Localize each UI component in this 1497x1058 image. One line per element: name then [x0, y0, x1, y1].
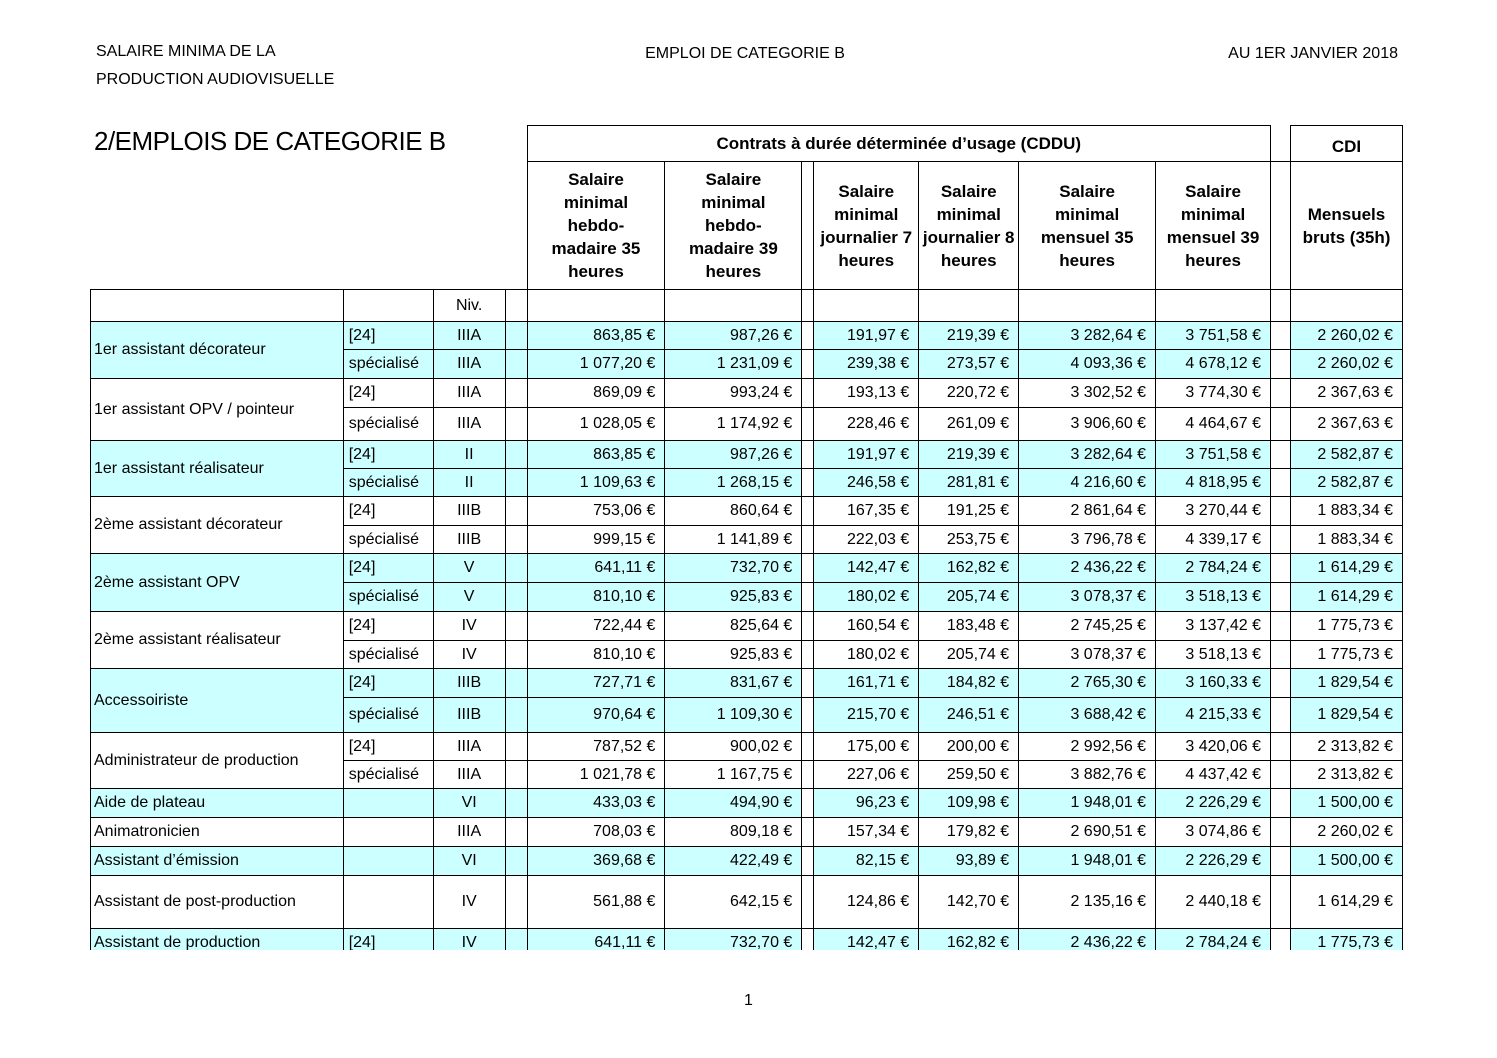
value-cdi: 2 260,02 €: [1290, 322, 1402, 350]
document-header-right: AU 1ER JANVIER 2018: [1228, 45, 1398, 62]
value-hebdo35: 1 109,63 €: [527, 469, 665, 497]
job-title: Assistant de production: [91, 929, 344, 951]
value-hebdo39: 732,70 €: [665, 554, 802, 583]
value-jour8: 191,25 €: [919, 497, 1019, 526]
value-mens39: 3 518,13 €: [1156, 641, 1271, 669]
niveau: V: [433, 583, 505, 612]
gap-cell: [802, 554, 814, 583]
salary-table-container: [90, 125, 1403, 950]
table-row: [91, 876, 1403, 929]
qualification: [24]: [343, 322, 433, 350]
value-hebdo35: 1 021,78 €: [527, 761, 665, 789]
value-jour7: 222,03 €: [814, 526, 919, 554]
qualification: spécialisé: [343, 641, 433, 669]
table-row: [91, 847, 1403, 876]
spacer-cell: [505, 554, 527, 583]
value-hebdo35: 722,44 €: [527, 612, 665, 641]
value-jour7: 215,70 €: [814, 698, 919, 733]
value-mens35: 3 302,52 €: [1019, 379, 1156, 408]
gap-cell: [802, 322, 814, 350]
gap-cell: [802, 847, 814, 876]
value-cdi: 1 883,34 €: [1290, 526, 1402, 554]
job-title: 1er assistant OPV / pointeur: [91, 379, 344, 441]
gap-cell: [1271, 698, 1291, 733]
niveau: VI: [433, 847, 505, 876]
value-mens39: 4 464,67 €: [1156, 408, 1271, 441]
value-jour8: 200,00 €: [919, 733, 1019, 761]
col-header-jour7: Salaire minimal journalier 7 heures: [814, 162, 919, 290]
value-hebdo35: 641,11 €: [527, 929, 665, 951]
value-jour7: 191,97 €: [814, 322, 919, 350]
gap-cell: [1271, 554, 1291, 583]
niveau: IIIA: [433, 818, 505, 847]
value-jour8: 109,98 €: [919, 789, 1019, 818]
value-mens39: 2 784,24 €: [1156, 554, 1271, 583]
value-mens35: 3 688,42 €: [1019, 698, 1156, 733]
value-hebdo39: 1 167,75 €: [665, 761, 802, 789]
spacer-cell: [505, 441, 527, 469]
value-mens39: 4 818,95 €: [1156, 469, 1271, 497]
gap-cell: [1271, 733, 1291, 761]
value-hebdo35: 433,03 €: [527, 789, 665, 818]
table-row: [91, 497, 1403, 526]
spacer-cell: [505, 698, 527, 733]
value-mens39: 3 074,86 €: [1156, 818, 1271, 847]
value-jour7: 239,38 €: [814, 350, 919, 379]
niveau: IIIA: [433, 761, 505, 789]
qualification: spécialisé: [343, 526, 433, 554]
spacer-cell: [505, 641, 527, 669]
table-row: [91, 379, 1403, 408]
niveau: IV: [433, 612, 505, 641]
value-hebdo35: 863,85 €: [527, 322, 665, 350]
value-hebdo39: 993,24 €: [665, 379, 802, 408]
value-hebdo39: 987,26 €: [665, 441, 802, 469]
value-jour7: 142,47 €: [814, 929, 919, 951]
value-jour8: 220,72 €: [919, 379, 1019, 408]
value-cdi: 1 614,29 €: [1290, 554, 1402, 583]
qualification: spécialisé: [343, 408, 433, 441]
spacer-cell: [505, 929, 527, 951]
gap-cell: [802, 612, 814, 641]
niveau: IV: [433, 929, 505, 951]
spacer-cell: [505, 876, 527, 929]
qualification: [24]: [343, 929, 433, 951]
value-jour7: 180,02 €: [814, 583, 919, 612]
value-cdi: 2 260,02 €: [1290, 818, 1402, 847]
col-header-cdi: Mensuels bruts (35h): [1290, 162, 1402, 290]
gap-cell: [802, 408, 814, 441]
value-mens39: 3 774,30 €: [1156, 379, 1271, 408]
value-mens39: 3 137,42 €: [1156, 612, 1271, 641]
value-hebdo35: 999,15 €: [527, 526, 665, 554]
job-title: 2ème assistant OPV: [91, 554, 344, 612]
value-cdi: 2 313,82 €: [1290, 733, 1402, 761]
gap-cell: [802, 789, 814, 818]
value-mens35: 2 992,56 €: [1019, 733, 1156, 761]
gap-cell: [1271, 583, 1291, 612]
gap-cell: [802, 929, 814, 951]
value-mens39: 3 160,33 €: [1156, 669, 1271, 698]
document-header-center: EMPLOI DE CATEGORIE B: [645, 45, 845, 62]
qualification: [24]: [343, 554, 433, 583]
value-hebdo39: 732,70 €: [665, 929, 802, 951]
value-cdi: 1 775,73 €: [1290, 929, 1402, 951]
value-cdi: 1 829,54 €: [1290, 669, 1402, 698]
qualification: [24]: [343, 612, 433, 641]
gap-cell: [1271, 408, 1291, 441]
spacer-cell: [505, 669, 527, 698]
niveau: IIIA: [433, 322, 505, 350]
value-jour8: 261,09 €: [919, 408, 1019, 441]
table-row: [91, 612, 1403, 641]
value-jour8: 205,74 €: [919, 641, 1019, 669]
value-mens35: 3 282,64 €: [1019, 322, 1156, 350]
niveau: V: [433, 554, 505, 583]
value-cdi: 1 775,73 €: [1290, 641, 1402, 669]
qualification: [24]: [343, 497, 433, 526]
value-jour8: 183,48 €: [919, 612, 1019, 641]
col-header-hebdo39: Salaire minimal hebdo-madaire 39 heures: [665, 162, 802, 290]
value-jour8: 246,51 €: [919, 698, 1019, 733]
value-hebdo35: 787,52 €: [527, 733, 665, 761]
value-mens35: 2 765,30 €: [1019, 669, 1156, 698]
gap-cell: [1271, 322, 1291, 350]
value-jour8: 162,82 €: [919, 929, 1019, 951]
value-cdi: 2 582,87 €: [1290, 441, 1402, 469]
table-row: [91, 818, 1403, 847]
spacer-cell: [505, 733, 527, 761]
value-mens39: 3 518,13 €: [1156, 583, 1271, 612]
job-title: Administrateur de production: [91, 733, 344, 789]
gap-cell: [1271, 497, 1291, 526]
value-jour8: 93,89 €: [919, 847, 1019, 876]
gap-cell: [802, 497, 814, 526]
value-hebdo35: 753,06 €: [527, 497, 665, 526]
spacer-cell: [505, 379, 527, 408]
value-jour7: 193,13 €: [814, 379, 919, 408]
value-mens35: 3 078,37 €: [1019, 583, 1156, 612]
value-mens35: 2 436,22 €: [1019, 929, 1156, 951]
job-title: Assistant de post-production: [91, 876, 344, 929]
value-hebdo35: 810,10 €: [527, 641, 665, 669]
value-hebdo39: 642,15 €: [665, 876, 802, 929]
gap-cell: [1271, 789, 1291, 818]
value-hebdo39: 925,83 €: [665, 641, 802, 669]
niveau: IIIB: [433, 497, 505, 526]
gap-cell: [802, 876, 814, 929]
value-mens35: 2 745,25 €: [1019, 612, 1156, 641]
value-hebdo35: 1 077,20 €: [527, 350, 665, 379]
value-mens39: 3 420,06 €: [1156, 733, 1271, 761]
spacer-cell: [505, 818, 527, 847]
spacer-cell: [505, 322, 527, 350]
value-hebdo35: 369,68 €: [527, 847, 665, 876]
value-hebdo39: 831,67 €: [665, 669, 802, 698]
table-row: [91, 789, 1403, 818]
table-row: [91, 929, 1403, 951]
qualification: spécialisé: [343, 469, 433, 497]
value-jour7: 161,71 €: [814, 669, 919, 698]
value-mens39: 2 784,24 €: [1156, 929, 1271, 951]
qualification: spécialisé: [343, 350, 433, 379]
gap-cell: [1271, 669, 1291, 698]
value-cdi: 2 313,82 €: [1290, 761, 1402, 789]
gap-cell: [802, 526, 814, 554]
qualification: [343, 876, 433, 929]
gap-cell: [802, 379, 814, 408]
value-cdi: 1 614,29 €: [1290, 583, 1402, 612]
value-cdi: 1 500,00 €: [1290, 847, 1402, 876]
qualification: [24]: [343, 733, 433, 761]
value-hebdo39: 494,90 €: [665, 789, 802, 818]
gap-cell: [1271, 876, 1291, 929]
gap-cell: [1271, 929, 1291, 951]
gap-cell: [802, 583, 814, 612]
qualification: spécialisé: [343, 698, 433, 733]
gap-cell: [802, 641, 814, 669]
value-mens39: 4 678,12 €: [1156, 350, 1271, 379]
niveau: IV: [433, 876, 505, 929]
spacer-cell: [505, 761, 527, 789]
niveau: VI: [433, 789, 505, 818]
gap-cell: [1271, 847, 1291, 876]
col-header-mens35: Salaire minimal mensuel 35 heures: [1019, 162, 1156, 290]
value-hebdo35: 727,71 €: [527, 669, 665, 698]
header-left-line2: PRODUCTION AUDIOVISUELLE: [96, 71, 335, 88]
value-jour8: 253,75 €: [919, 526, 1019, 554]
niveau: IV: [433, 641, 505, 669]
value-mens35: 3 906,60 €: [1019, 408, 1156, 441]
qualification: spécialisé: [343, 761, 433, 789]
qualification: [24]: [343, 669, 433, 698]
gap-cell: [1271, 350, 1291, 379]
value-jour7: 227,06 €: [814, 761, 919, 789]
value-jour8: 184,82 €: [919, 669, 1019, 698]
qualification: [24]: [343, 379, 433, 408]
value-jour7: 191,97 €: [814, 441, 919, 469]
qualification: [343, 818, 433, 847]
value-mens35: 3 282,64 €: [1019, 441, 1156, 469]
gap-cell: [802, 350, 814, 379]
job-title: Animatronicien: [91, 818, 344, 847]
value-jour7: 246,58 €: [814, 469, 919, 497]
value-mens35: 2 861,64 €: [1019, 497, 1156, 526]
value-jour8: 162,82 €: [919, 554, 1019, 583]
value-hebdo35: 869,09 €: [527, 379, 665, 408]
value-hebdo35: 1 028,05 €: [527, 408, 665, 441]
gap-cell: [802, 469, 814, 497]
value-jour8: 273,57 €: [919, 350, 1019, 379]
value-hebdo39: 900,02 €: [665, 733, 802, 761]
col-header-hebdo35: Salaire minimal hebdo-madaire 35 heures: [527, 162, 665, 290]
value-cdi: 1 500,00 €: [1290, 789, 1402, 818]
value-mens39: 2 226,29 €: [1156, 789, 1271, 818]
gap-cell: [1271, 526, 1291, 554]
niveau: II: [433, 441, 505, 469]
job-title: Assistant d’émission: [91, 847, 344, 876]
value-mens39: 4 339,17 €: [1156, 526, 1271, 554]
value-cdi: 2 582,87 €: [1290, 469, 1402, 497]
gap-cell: [1271, 761, 1291, 789]
value-hebdo39: 1 174,92 €: [665, 408, 802, 441]
gap-cell: [1271, 379, 1291, 408]
value-cdi: 2 367,63 €: [1290, 408, 1402, 441]
value-hebdo35: 970,64 €: [527, 698, 665, 733]
spacer-cell: [505, 408, 527, 441]
value-cdi: 2 260,02 €: [1290, 350, 1402, 379]
value-hebdo39: 1 268,15 €: [665, 469, 802, 497]
value-mens35: 1 948,01 €: [1019, 847, 1156, 876]
cddu-group-header: Contrats à durée déterminée d’usage (CDDU): [527, 126, 1270, 162]
value-hebdo39: 1 231,09 €: [665, 350, 802, 379]
value-hebdo39: 1 141,89 €: [665, 526, 802, 554]
niveau: IIIA: [433, 408, 505, 441]
value-jour7: 167,35 €: [814, 497, 919, 526]
value-hebdo35: 863,85 €: [527, 441, 665, 469]
spacer-cell: [505, 350, 527, 379]
spacer-cell: [505, 526, 527, 554]
niv-header: Niv.: [433, 290, 505, 322]
niveau: II: [433, 469, 505, 497]
value-jour8: 219,39 €: [919, 441, 1019, 469]
gap-cell: [802, 733, 814, 761]
gap-cell: [1271, 818, 1291, 847]
value-mens39: 3 751,58 €: [1156, 441, 1271, 469]
gap-cell: [1271, 641, 1291, 669]
value-hebdo39: 925,83 €: [665, 583, 802, 612]
value-cdi: 1 883,34 €: [1290, 497, 1402, 526]
value-jour8: 219,39 €: [919, 322, 1019, 350]
value-cdi: 1 614,29 €: [1290, 876, 1402, 929]
cdi-group-header: CDI: [1290, 126, 1402, 162]
niveau: IIIA: [433, 350, 505, 379]
spacer-cell: [505, 583, 527, 612]
value-mens39: 3 270,44 €: [1156, 497, 1271, 526]
niveau: IIIA: [433, 733, 505, 761]
page-number: 1: [744, 992, 753, 1009]
value-mens35: 4 216,60 €: [1019, 469, 1156, 497]
value-mens35: 3 078,37 €: [1019, 641, 1156, 669]
document-header-left: [96, 38, 416, 94]
value-mens39: 4 215,33 €: [1156, 698, 1271, 733]
table-row: [91, 669, 1403, 698]
value-mens35: 3 796,78 €: [1019, 526, 1156, 554]
table-row: [91, 554, 1403, 583]
gap-cell: [1271, 612, 1291, 641]
value-hebdo39: 809,18 €: [665, 818, 802, 847]
value-jour8: 179,82 €: [919, 818, 1019, 847]
value-jour7: 142,47 €: [814, 554, 919, 583]
qualification: spécialisé: [343, 583, 433, 612]
value-hebdo39: 825,64 €: [665, 612, 802, 641]
value-mens35: 1 948,01 €: [1019, 789, 1156, 818]
value-mens35: 3 882,76 €: [1019, 761, 1156, 789]
value-mens39: 3 751,58 €: [1156, 322, 1271, 350]
table-row: [91, 441, 1403, 469]
value-jour7: 228,46 €: [814, 408, 919, 441]
job-title: 1er assistant décorateur: [91, 322, 344, 379]
value-mens35: 2 135,16 €: [1019, 876, 1156, 929]
value-jour7: 82,15 €: [814, 847, 919, 876]
value-mens35: 2 690,51 €: [1019, 818, 1156, 847]
gap-cell: [802, 669, 814, 698]
job-title: 1er assistant réalisateur: [91, 441, 344, 497]
qualification: [343, 789, 433, 818]
job-title: Accessoiriste: [91, 669, 344, 733]
value-jour7: 157,34 €: [814, 818, 919, 847]
value-jour7: 180,02 €: [814, 641, 919, 669]
value-cdi: 1 775,73 €: [1290, 612, 1402, 641]
section-title: 2/EMPLOIS DE CATEGORIE B: [94, 126, 446, 156]
gap-cell: [802, 761, 814, 789]
value-hebdo39: 987,26 €: [665, 322, 802, 350]
gap-cell: [1271, 469, 1291, 497]
value-mens35: 2 436,22 €: [1019, 554, 1156, 583]
value-hebdo39: 860,64 €: [665, 497, 802, 526]
spacer-cell: [505, 847, 527, 876]
gap-cell: [802, 441, 814, 469]
salary-table: [90, 125, 1403, 950]
value-jour7: 96,23 €: [814, 789, 919, 818]
value-jour8: 259,50 €: [919, 761, 1019, 789]
value-jour7: 160,54 €: [814, 612, 919, 641]
value-hebdo39: 1 109,30 €: [665, 698, 802, 733]
gap-cell: [1271, 441, 1291, 469]
niveau: IIIA: [433, 379, 505, 408]
niveau: IIIB: [433, 669, 505, 698]
job-title: 2ème assistant décorateur: [91, 497, 344, 554]
spacer-cell: [505, 789, 527, 818]
niveau: IIIB: [433, 698, 505, 733]
job-title: Aide de plateau: [91, 789, 344, 818]
value-hebdo35: 641,11 €: [527, 554, 665, 583]
gap-cell: [802, 698, 814, 733]
qualification: [343, 847, 433, 876]
value-hebdo35: 561,88 €: [527, 876, 665, 929]
value-jour8: 142,70 €: [919, 876, 1019, 929]
spacer-cell: [505, 469, 527, 497]
header-left-line1: SALAIRE MINIMA DE LA: [96, 43, 276, 60]
gap-cell: [802, 818, 814, 847]
value-mens39: 2 226,29 €: [1156, 847, 1271, 876]
spacer-cell: [505, 497, 527, 526]
value-hebdo39: 422,49 €: [665, 847, 802, 876]
value-hebdo35: 810,10 €: [527, 583, 665, 612]
value-jour7: 124,86 €: [814, 876, 919, 929]
job-title: 2ème assistant réalisateur: [91, 612, 344, 669]
table-row: [91, 322, 1403, 350]
value-jour8: 205,74 €: [919, 583, 1019, 612]
col-header-jour8: Salaire minimal journalier 8 heures: [919, 162, 1019, 290]
niveau: IIIB: [433, 526, 505, 554]
col-header-mens39: Salaire minimal mensuel 39 heures: [1156, 162, 1271, 290]
value-cdi: 2 367,63 €: [1290, 379, 1402, 408]
spacer-cell: [505, 612, 527, 641]
value-mens35: 4 093,36 €: [1019, 350, 1156, 379]
value-jour7: 175,00 €: [814, 733, 919, 761]
table-row: [91, 733, 1403, 761]
value-cdi: 1 829,54 €: [1290, 698, 1402, 733]
value-hebdo35: 708,03 €: [527, 818, 665, 847]
value-mens39: 4 437,42 €: [1156, 761, 1271, 789]
value-jour8: 281,81 €: [919, 469, 1019, 497]
qualification: [24]: [343, 441, 433, 469]
value-mens39: 2 440,18 €: [1156, 876, 1271, 929]
